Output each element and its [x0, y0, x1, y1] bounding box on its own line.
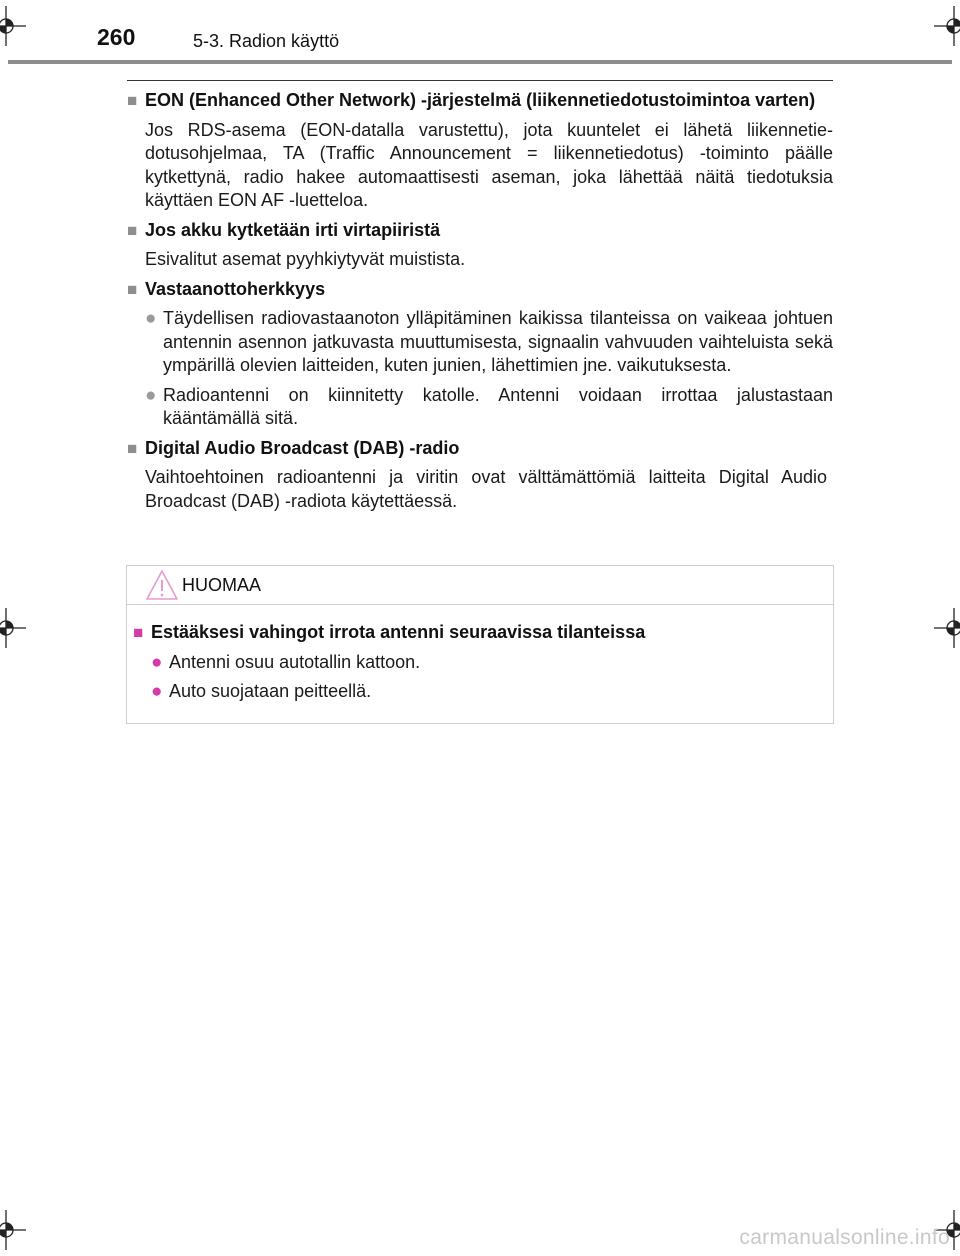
crop-mark-icon	[0, 608, 26, 648]
notice-box	[126, 565, 834, 724]
crop-mark-icon	[934, 608, 960, 648]
list-item: ● Radioantenni on kiinnitetty katolle. Antenni voidaan irrottaa jalustastaan kääntämällä sitä.	[145, 384, 833, 431]
main-content	[127, 89, 833, 513]
square-bullet-icon: ■	[127, 279, 138, 299]
square-bullet-icon: ■	[127, 220, 138, 240]
notice-body	[133, 621, 823, 704]
notice-title: HUOMAA	[182, 575, 262, 595]
section-heading: ■ Jos akku kytketään irti virtapiiristä	[127, 219, 833, 243]
square-bullet-icon: ■	[127, 91, 138, 110]
crop-mark-icon	[0, 6, 26, 46]
section-heading: ■ Digital Audio Broadcast (DAB) -radio	[127, 437, 833, 461]
section-paragraph: Jos RDS-asema (EON-datalla varustettu), jota kuuntelet ei lähetä liikennetiedotusohjelmaa, TA (Traffic Announcement = liikennetiedotus) -toiminto päälle kytkettynä, radio hakee automaattisesti aseman, joka lähettää näitä tiedotuksia käyttäen EON AF -luetteloa.	[145, 119, 833, 210]
warning-triangle-icon	[145, 569, 179, 601]
dot-bullet-icon: ●	[151, 651, 163, 673]
square-bullet-icon: ■	[127, 438, 138, 458]
section-heading: ■ Vastaanottoherkkyys	[127, 278, 833, 302]
content-divider	[127, 80, 833, 81]
dot-bullet-icon: ●	[145, 308, 157, 329]
list-item: ● Täydellisen radiovastaanoton ylläpitäminen kaikissa tilanteissa on vaikeaa johtuen antennin asennon jatkuvasta muuttumisesta, signaalin vahvuuden vaihteluista sekä ympärillä olevien laitteiden, kuten junien, lähettimien jne. vaikutuksesta.	[145, 307, 833, 378]
header-divider	[8, 60, 952, 64]
crop-mark-icon	[934, 6, 960, 46]
watermark: carmanualsonline.info	[739, 1226, 950, 1249]
notice-heading: ■ Estääksesi vahingot irrota antenni seuraavissa tilanteissa	[133, 621, 823, 645]
list-item: ● Antenni osuu autotallin kattoon.	[151, 651, 421, 673]
section-title: 5-3. Radion käyttö	[193, 31, 340, 51]
section-paragraph: Vaihtoehtoinen radioantenni ja viritin ovat välttämättömiä laitteita Digital Audio Broadcast (DAB) -radiota käytettäessä.	[145, 467, 827, 511]
notice-header	[127, 566, 833, 605]
list-item: ● Auto suojataan peitteellä.	[151, 681, 372, 702]
page-number: 260	[97, 24, 136, 50]
section-heading: ■ EON (Enhanced Other Network) -järjestelmä (liikennetiedotustoimintoa varten)	[127, 89, 833, 113]
dot-bullet-icon: ●	[145, 384, 157, 406]
section-paragraph: Esivalitut asemat pyyhkiytyvät muistista.	[145, 249, 466, 269]
crop-mark-icon	[0, 1210, 26, 1250]
dot-bullet-icon: ●	[151, 681, 163, 702]
square-bullet-icon: ■	[133, 623, 144, 642]
